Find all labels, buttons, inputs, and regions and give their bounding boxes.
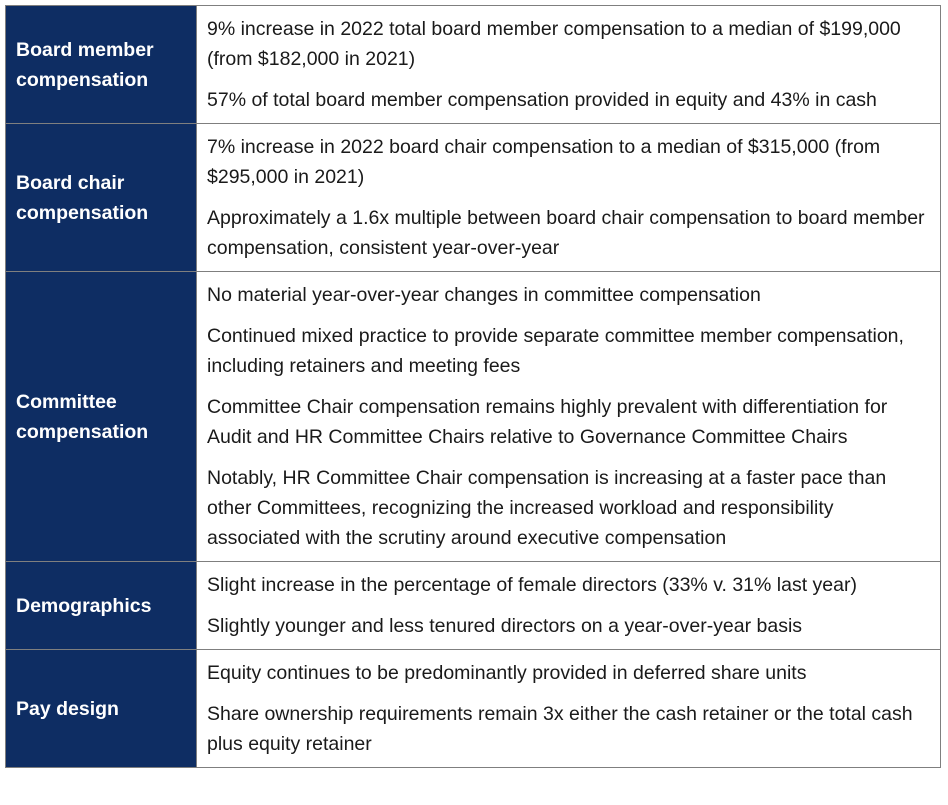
bullet-text: Notably, HR Committee Chair compensation is increasing at a faster pace than other Committees, recognizing the increased workload and responsibility associated with the scrutiny around executive compensation bbox=[207, 467, 887, 549]
table-row bbox=[6, 650, 941, 768]
row-content bbox=[197, 124, 941, 272]
bullet-text: Slight increase in the percentage of female directors (33% v. 31% last year) bbox=[207, 574, 857, 596]
row-content bbox=[197, 6, 941, 124]
table-row bbox=[6, 562, 941, 650]
row-label: Demographics bbox=[6, 562, 197, 650]
bullet-text: 9% increase in 2022 total board member compensation to a median of $199,000 (from $182,000 in 2021) bbox=[207, 18, 901, 70]
bullet-text: 7% increase in 2022 board chair compensation to a median of $315,000 (from $295,000 in 2021) bbox=[207, 136, 881, 188]
row-label: Committee compensation bbox=[6, 272, 197, 562]
table-row bbox=[6, 124, 941, 272]
bullet-text: Committee Chair compensation remains highly prevalent with differentiation for Audit and HR Committee Chairs relative to Governance Committee Chairs bbox=[207, 396, 888, 448]
row-label: Pay design bbox=[6, 650, 197, 768]
row-content bbox=[197, 562, 941, 650]
row-label: Board member compensation bbox=[6, 6, 197, 124]
bullet-text: Equity continues to be predominantly provided in deferred share units bbox=[207, 662, 807, 684]
bullet-text: Share ownership requirements remain 3x either the cash retainer or the total cash plus equity retainer bbox=[207, 703, 913, 755]
bullet-text: Approximately a 1.6x multiple between board chair compensation to board member compensation, consistent year-over-year bbox=[207, 207, 925, 259]
bullet-text: Continued mixed practice to provide separate committee member compensation, including retainers and meeting fees bbox=[207, 325, 904, 377]
table-row bbox=[6, 6, 941, 124]
summary-table bbox=[5, 5, 941, 768]
bullet-text: No material year-over-year changes in committee compensation bbox=[207, 284, 761, 306]
bullet-text: Slightly younger and less tenured directors on a year-over-year basis bbox=[207, 615, 803, 637]
row-label: Board chair compensation bbox=[6, 124, 197, 272]
bullet-text: 57% of total board member compensation provided in equity and 43% in cash bbox=[207, 89, 877, 111]
row-content bbox=[197, 272, 941, 562]
row-content bbox=[197, 650, 941, 768]
table-row bbox=[6, 272, 941, 562]
